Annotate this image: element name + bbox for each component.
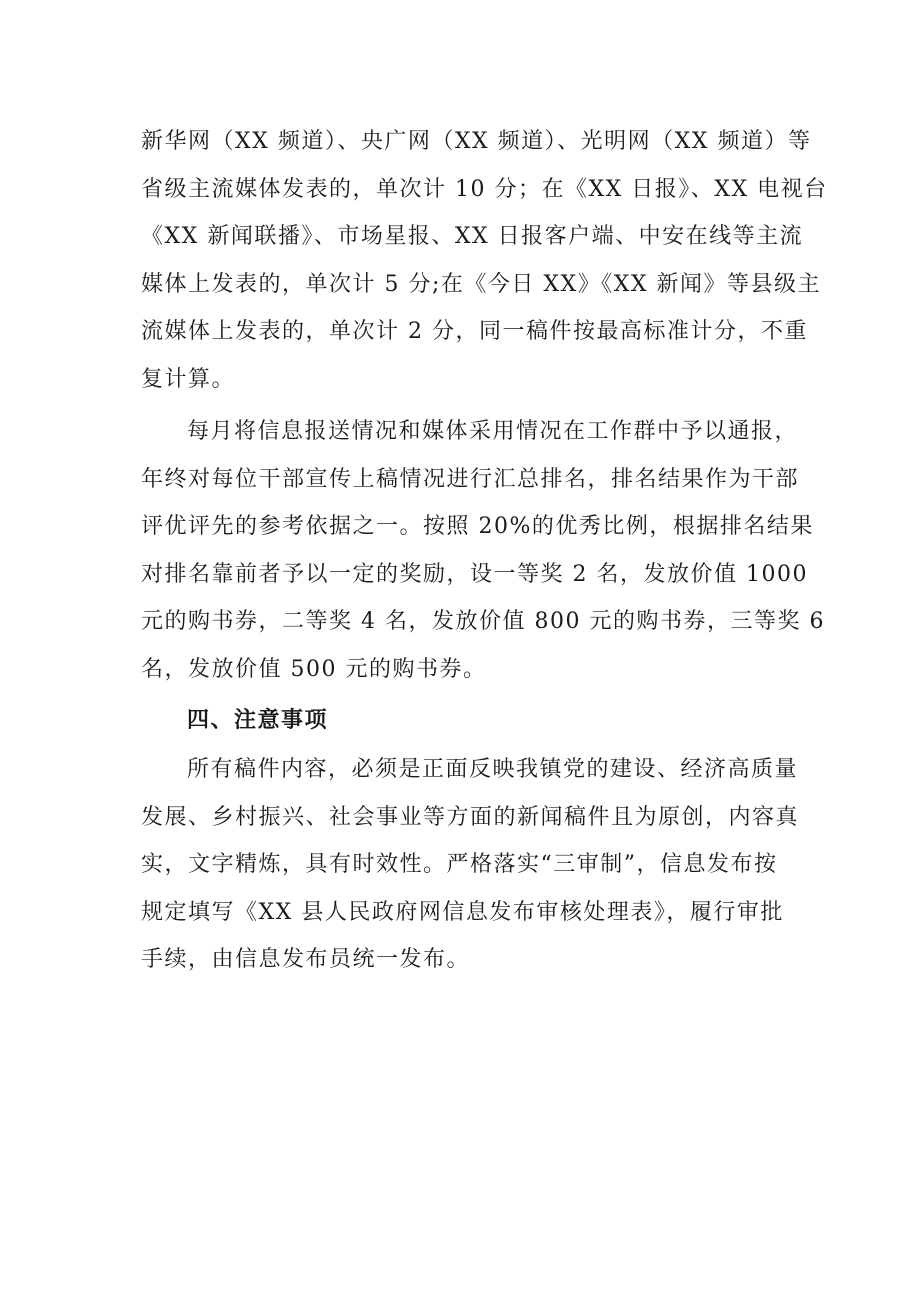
paragraph-1-line: 流媒体上发表的，单次计 2 分，同一稿件按最高标准计分，不重 <box>141 319 808 344</box>
paragraph-3-line: 发展、乡村振兴、社会事业等方面的新闻稿件且为原创，内容真 <box>141 804 800 830</box>
paragraph-3 <box>141 746 800 984</box>
section-heading: 四、注意事项 <box>187 708 329 733</box>
paragraph-2-line: 元的购书券，二等奖 4 名，发放价值 800 元的购书券，三等奖 6 <box>141 609 825 634</box>
paragraph-1-line: 《XX 新闻联播》、市场星报、XX 日报客户端、中安在线等主流 <box>141 224 804 249</box>
paragraph-1-line: 媒体上发表的，单次计 5 分;在《今日 XX》《XX 新闻》等县级主 <box>141 271 822 297</box>
section-heading-block <box>141 697 793 745</box>
paragraph-2 <box>141 408 825 693</box>
paragraph-2-line: 对排名靠前者予以一定的奖励，设一等奖 2 名，发放价值 1000 <box>141 561 808 587</box>
paragraph-2-line: 名，发放价值 500 元的购书券。 <box>141 656 487 682</box>
paragraph-2-line: 评优评先的参考依据之一。按照 20%的优秀比例，根据排名结果 <box>141 514 814 539</box>
paragraph-2-line: 每月将信息报送情况和媒体采用情况在工作群中予以通报， <box>187 419 799 444</box>
paragraph-1-line: 新华网（XX 频道）、央广网（XX 频道）、光明网（XX 频道）等 <box>141 129 812 154</box>
paragraph-3-line: 手续，由信息发布员统一发布。 <box>141 947 471 972</box>
paragraph-1-line: 复计算。 <box>141 366 236 392</box>
paragraph-1-line: 省级主流媒体发表的，单次计 10 分；在《XX 日报》、XX 电视台 <box>141 176 828 202</box>
paragraph-3-line: 所有稿件内容，必须是正面反映我镇党的建设、经济高质量 <box>187 757 799 782</box>
paragraph-1 <box>141 118 828 403</box>
paragraph-3-line: 规定填写《XX 县人民政府网信息发布审核处理表》，履行审批 <box>141 899 784 925</box>
paragraph-2-line: 年终对每位干部宣传上稿情况进行汇总排名，排名结果作为干部 <box>141 466 800 492</box>
paragraph-3-line: 实，文字精炼，具有时效性。严格落实“三审制”，信息发布按 <box>141 852 778 877</box>
